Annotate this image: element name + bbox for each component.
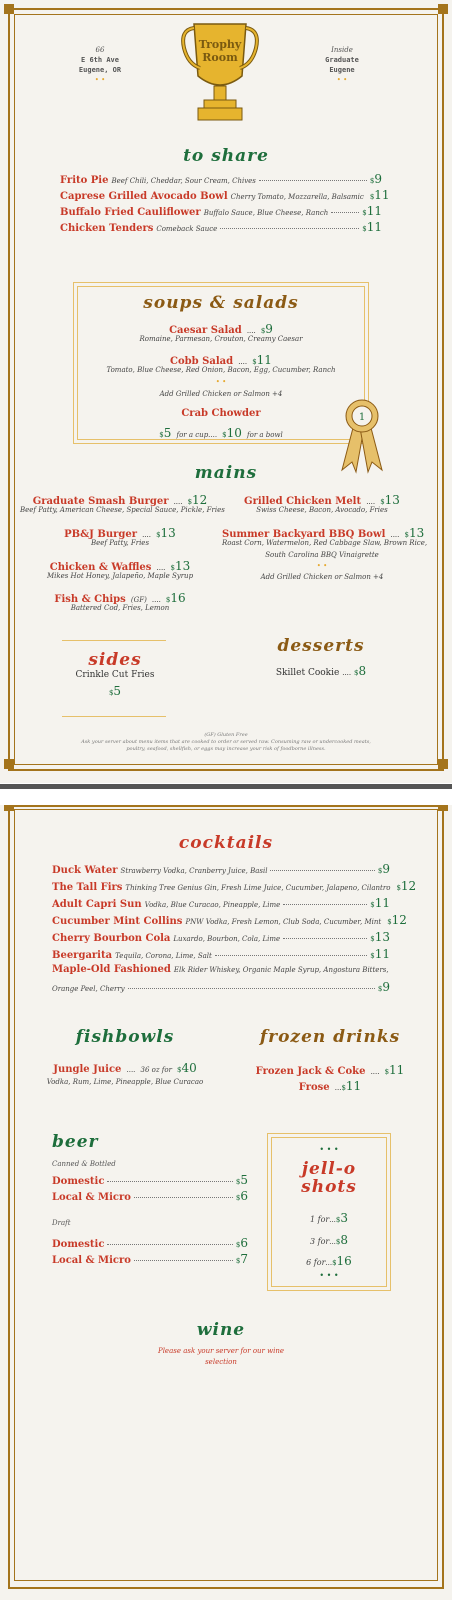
- beer-category-canned: Canned & Bottled: [52, 1160, 116, 1168]
- corner-ornament: [4, 759, 14, 769]
- divider: [62, 640, 166, 641]
- menu-item: Graduate Smash Burger .... $12: [32, 493, 208, 507]
- corner-ornament: [438, 759, 448, 769]
- menu-item: Domestic $5: [52, 1173, 248, 1187]
- gluten-free-note: (GF) Gluten Free: [204, 732, 248, 738]
- item-desc: South Carolina BBQ Vinaigrette: [265, 551, 379, 559]
- raw-food-warning: poultry, seafood, shellfish, or eggs may increase your risk of foodborne illness.: [126, 746, 326, 752]
- menu-item: [60, 172, 382, 186]
- caesar-salad: Caesar Salad .... $9: [169, 322, 273, 336]
- corner-ornament: [4, 805, 14, 811]
- beer-category-draft: Draft: [52, 1219, 71, 1227]
- menu-page-drinks: [0, 805, 452, 1600]
- desserts-heading: desserts: [277, 636, 365, 656]
- jello-price: 6 for...$16: [306, 1254, 352, 1268]
- item-desc: Swiss Cheese, Bacon, Avocado, Fries: [256, 506, 388, 514]
- jello-price: 1 for...$3: [309, 1211, 349, 1225]
- dot-ornament: • •: [94, 76, 106, 84]
- dot-ornament: • •: [316, 562, 328, 570]
- wine-heading: wine: [196, 1320, 246, 1340]
- item-name: Caprese Grilled Avocado Bowl: [60, 191, 228, 202]
- cobb-desc: Tomato, Blue Cheese, Red Onion, Bacon, Egg, Cucumber, Ranch: [106, 366, 336, 374]
- menu-item: Maple-Old Fashioned Elk Rider Whiskey, Organic Maple Syrup, Angostura Bitters,: [52, 964, 389, 975]
- item-desc: Buffalo Sauce, Blue Cheese, Ranch: [203, 209, 329, 217]
- beer-heading: beer: [52, 1132, 99, 1152]
- item-desc: Comeback Sauce: [156, 225, 218, 233]
- menu-item: Chicken & Waffles .... $13: [49, 559, 191, 573]
- location-city: Eugene: [329, 66, 355, 74]
- corner-ornament: [4, 4, 14, 14]
- caesar-desc: Romaine, Parmesan, Crouton, Creamy Caesar: [139, 335, 303, 343]
- to-share-heading: to share: [183, 146, 269, 166]
- chowder-prices: $5 for a cup.... $10 for a bowl: [159, 426, 283, 440]
- side-price: $5: [108, 684, 122, 698]
- location-label: Inside: [331, 46, 353, 54]
- dot-ornament: • • •: [319, 1145, 339, 1154]
- menu-item: Domestic $6: [52, 1236, 248, 1250]
- sides-heading: sides: [88, 650, 142, 670]
- menu-item: Summer Backyard BBQ Bowl .... $13: [222, 526, 425, 540]
- address-city: Eugene, OR: [78, 66, 122, 74]
- raw-food-warning: Ask your server about menu items that are cooked to order or served raw. Consuming raw or undercooked meats,: [81, 739, 371, 745]
- menu-item: [60, 188, 390, 202]
- item-desc: Mikes Hot Honey, Jalapeño, Maple Syrup: [46, 572, 194, 580]
- item-price: $11: [369, 188, 390, 202]
- item-price: $11: [362, 204, 382, 218]
- menu-item: Frose ...$11: [298, 1079, 362, 1093]
- item-desc: Roast Corn, Watermelon, Red Cabbage Slaw, Brown Rice,: [222, 539, 428, 547]
- location-block: [297, 45, 387, 85]
- item-price: $9: [369, 172, 382, 186]
- item-desc: Beef Patty, Fries: [90, 539, 150, 547]
- dot-ornament: • • •: [319, 1271, 339, 1280]
- add-protein-note: Add Grilled Chicken or Salmon +4: [260, 573, 384, 581]
- item-desc: Battered Cod, Fries, Lemon: [70, 604, 170, 612]
- soups-salads-heading: soups & salads: [143, 293, 299, 313]
- jello-shots-heading: jell-o shots: [301, 1159, 357, 1197]
- address-number: 66: [95, 46, 105, 54]
- menu-item: The Tall Firs Thinking Tree Genius Gin, Fresh Lime Juice, Cucumber, Jalapeno, Cilantro $12: [52, 879, 417, 893]
- menu-page-food: [0, 0, 452, 783]
- menu-item: Local & Micro $6: [52, 1189, 248, 1203]
- menu-item: Cucumber Mint Collins PNW Vodka, Fresh Lemon, Club Soda, Cucumber, Mint $12: [52, 913, 407, 927]
- mains-heading: mains: [194, 463, 258, 483]
- menu-item: Frozen Jack & Coke .... $11: [255, 1063, 405, 1077]
- menu-item: Fish & Chips (GF) .... $16: [54, 591, 186, 605]
- item-desc: Cherry Tomato, Mozzarella, Balsamic: [230, 193, 364, 201]
- item-name: Buffalo Fried Cauliflower: [60, 207, 201, 218]
- dot-ornament: • •: [336, 76, 348, 84]
- item-desc: Beef Patty, American Cheese, Special Sauce, Pickle, Fries: [20, 506, 225, 514]
- divider: [62, 716, 166, 717]
- address-block: [55, 45, 145, 85]
- corner-ornament: [438, 4, 448, 14]
- menu-item: Adult Capri Sun Vodka, Blue Curacao, Pineapple, Lime $11: [52, 896, 390, 910]
- svg-text:1: 1: [358, 412, 366, 423]
- menu-item: PB&J Burger .... $13: [64, 526, 176, 540]
- fishbowls-heading: fishbowls: [75, 1027, 175, 1047]
- crab-chowder: Crab Chowder: [181, 408, 261, 419]
- menu-item: [60, 204, 382, 218]
- dessert-item: Skillet Cookie .... $8: [275, 664, 367, 678]
- jungle-juice-desc: Vodka, Rum, Lime, Pineapple, Blue Curacao: [46, 1078, 204, 1086]
- item-name: Frito Pie: [60, 175, 109, 186]
- menu-item: [60, 220, 382, 234]
- page-separator: [0, 784, 452, 789]
- item-desc: Beef Chili, Cheddar, Sour Cream, Chives: [111, 177, 256, 185]
- trophy-logo-icon: [180, 18, 260, 126]
- frozen-drinks-heading: frozen drinks: [259, 1027, 401, 1047]
- address-street: E 6th Ave: [81, 56, 119, 64]
- cocktails-heading: cocktails: [178, 833, 274, 853]
- side-item: Crinkle Cut Fries: [75, 670, 155, 680]
- item-price: $11: [362, 220, 382, 234]
- jello-price: 3 for...$8: [309, 1233, 349, 1247]
- menu-item: Beergarita Tequila, Corona, Lime, Salt $11: [52, 947, 390, 961]
- cobb-salad: Cobb Salad .... $11: [170, 353, 272, 367]
- logo-text: Trophy Room: [198, 38, 242, 64]
- add-protein-note: Add Grilled Chicken or Salmon +4: [159, 390, 283, 398]
- item-name: Chicken Tenders: [60, 223, 154, 234]
- menu-item: Cherry Bourbon Cola Luxardo, Bourbon, Cola, Lime $13: [52, 930, 390, 944]
- jungle-juice: Jungle Juice .... 36 oz for $40: [53, 1061, 197, 1075]
- dot-ornament: • •: [215, 378, 227, 386]
- footer-notice: [20, 732, 432, 753]
- menu-item: Duck Water Strawberry Vodka, Cranberry Juice, Basil $9: [52, 862, 390, 876]
- menu-item-continued: Orange Peel, Cherry $9: [52, 980, 390, 994]
- wine-note: Please ask your server for our wine selection: [157, 1347, 284, 1366]
- location-name: Graduate: [325, 56, 359, 64]
- corner-ornament: [438, 805, 448, 811]
- menu-item: Local & Micro $7: [52, 1252, 248, 1266]
- menu-item: Grilled Chicken Melt .... $13: [244, 493, 400, 507]
